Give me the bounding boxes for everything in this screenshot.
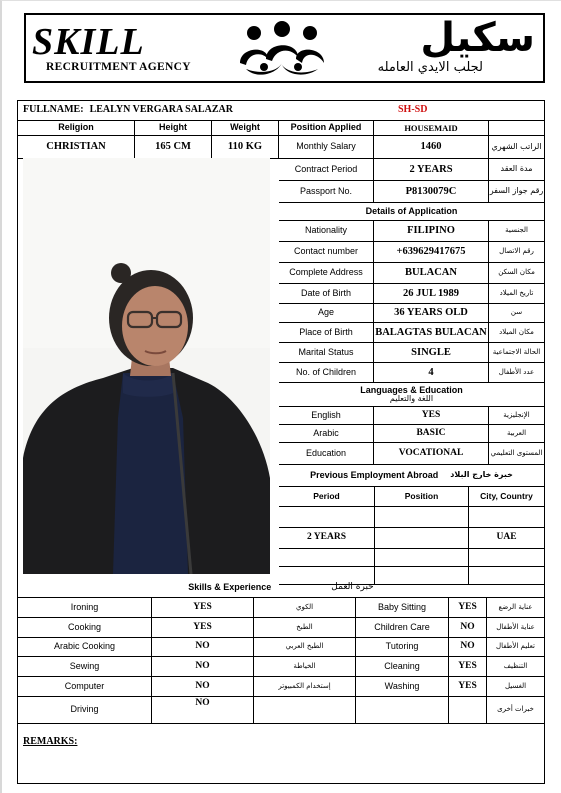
skill-skill1: Cooking bbox=[18, 618, 152, 638]
contract-value: 1460 bbox=[374, 136, 489, 159]
skill-value1: NO bbox=[152, 657, 254, 677]
fullname-label: FULLNAME: bbox=[23, 104, 84, 116]
skill-skill1: Driving bbox=[18, 697, 152, 724]
employment-country: UAE bbox=[469, 528, 544, 549]
language-label: Arabic bbox=[279, 425, 374, 443]
skill-skill2 bbox=[356, 697, 449, 724]
skill-skill1: Ironing bbox=[18, 598, 152, 618]
language-label: Education bbox=[279, 443, 374, 465]
application-label-ar: عدد الأطفال bbox=[489, 363, 544, 383]
contract-label-ar: الراتب الشهري bbox=[489, 136, 544, 159]
contract-value: 2 YEARS bbox=[374, 159, 489, 181]
language-label-ar: العربية bbox=[489, 425, 544, 443]
application-title: Details of Application bbox=[279, 203, 544, 221]
application-label-ar: مكان السكن bbox=[489, 263, 544, 284]
skill-ar1: الكوي bbox=[254, 598, 356, 618]
employment-period bbox=[279, 507, 375, 528]
skill-skill1: Arabic Cooking bbox=[18, 638, 152, 657]
skill-value1: NO bbox=[152, 697, 254, 724]
employment-title-cell bbox=[279, 465, 544, 487]
skill-value2: YES bbox=[449, 657, 487, 677]
employment-position bbox=[375, 528, 469, 549]
skill-ar2: التنظيف bbox=[487, 657, 544, 677]
skill-value2 bbox=[449, 697, 487, 724]
skill-ar1: الطبخ العربي bbox=[254, 638, 356, 657]
language-label-ar: المستوى التعليمي bbox=[489, 443, 544, 465]
skill-ar1: الخياطة bbox=[254, 657, 356, 677]
height-header: Height bbox=[135, 121, 212, 136]
skill-value1: NO bbox=[152, 677, 254, 697]
language-value: BASIC bbox=[374, 425, 489, 443]
employment-header-period: Period bbox=[279, 487, 375, 507]
employment-position bbox=[375, 507, 469, 528]
brand-tagline-en: RECRUITMENT AGENCY bbox=[46, 61, 191, 73]
application-label: No. of Children bbox=[279, 363, 374, 383]
skill-skill2: Washing bbox=[356, 677, 449, 697]
skill-value2: NO bbox=[449, 638, 487, 657]
skill-value2: NO bbox=[449, 618, 487, 638]
contract-value: P8130079C bbox=[374, 181, 489, 203]
application-label: Marital Status bbox=[279, 343, 374, 363]
candidate-code: SH-SD bbox=[398, 104, 428, 116]
skill-ar1: إستخدام الكمبيوتر bbox=[254, 677, 356, 697]
brand-name-ar: سكيل bbox=[420, 15, 535, 61]
application-value: BALAGTAS BULACAN bbox=[374, 323, 489, 343]
height-value: 165 CM bbox=[135, 136, 212, 159]
languages-title: Languages & Education bbox=[360, 384, 463, 395]
contract-label-ar: مدة العقد bbox=[489, 159, 544, 181]
employment-title: Previous Employment Abroad bbox=[310, 469, 439, 480]
skill-ar1 bbox=[254, 697, 356, 724]
fullname-row bbox=[18, 101, 318, 121]
application-label-ar: الجنسية bbox=[489, 221, 544, 242]
application-label-ar: الحالة الاجتماعية bbox=[489, 343, 544, 363]
contract-label: Passport No. bbox=[279, 181, 374, 203]
application-label: Age bbox=[279, 304, 374, 323]
skill-skill1: Computer bbox=[18, 677, 152, 697]
brand-tagline-ar: لجلب الايدي العامله bbox=[377, 60, 483, 75]
skill-ar2: الغسيل bbox=[487, 677, 544, 697]
application-value: FILIPINO bbox=[374, 221, 489, 242]
skills-title-cell bbox=[18, 579, 544, 598]
application-label: Contact number bbox=[279, 242, 374, 263]
application-label-ar: مكان الميلاد bbox=[489, 323, 544, 343]
application-label-ar: رقم الاتصال bbox=[489, 242, 544, 263]
application-label-ar: سن bbox=[489, 304, 544, 323]
position-header: Position Applied bbox=[279, 121, 374, 136]
weight-header: Weight bbox=[212, 121, 279, 136]
language-value: VOCATIONAL bbox=[374, 443, 489, 465]
skill-value2: YES bbox=[449, 598, 487, 618]
skill-skill2: Tutoring bbox=[356, 638, 449, 657]
application-label: Date of Birth bbox=[279, 284, 374, 304]
candidate-photo bbox=[23, 158, 270, 574]
position-ar-empty bbox=[489, 121, 544, 136]
employment-position bbox=[375, 549, 469, 567]
candidate-code-cell bbox=[318, 101, 544, 121]
employment-title-ar: خبرة خارج البلاد bbox=[450, 470, 513, 480]
skills-title: Skills & Experience bbox=[188, 582, 272, 593]
skill-skill2: Children Care bbox=[356, 618, 449, 638]
religion-header: Religion bbox=[18, 121, 135, 136]
skill-skill2: Baby Sitting bbox=[356, 598, 449, 618]
languages-title-cell bbox=[279, 383, 544, 407]
employment-header-country: City, Country bbox=[469, 487, 544, 507]
employment-country bbox=[469, 507, 544, 528]
application-value: 4 bbox=[374, 363, 489, 383]
skill-skill2: Cleaning bbox=[356, 657, 449, 677]
remarks-label: REMARKS: bbox=[23, 736, 78, 747]
people-logo-icon bbox=[232, 19, 332, 79]
language-label: English bbox=[279, 407, 374, 425]
contract-label: Contract Period bbox=[279, 159, 374, 181]
religion-value: CHRISTIAN bbox=[18, 136, 135, 159]
application-value: 26 JUL 1989 bbox=[374, 284, 489, 304]
weight-value: 110 KG bbox=[212, 136, 279, 159]
application-value: 36 YEARS OLD bbox=[374, 304, 489, 323]
skill-value1: YES bbox=[152, 618, 254, 638]
brand-name-en: SKILL bbox=[32, 21, 145, 63]
skill-value1: YES bbox=[152, 598, 254, 618]
language-value: YES bbox=[374, 407, 489, 425]
application-label: Place of Birth bbox=[279, 323, 374, 343]
skill-ar2: عناية الأطفال bbox=[487, 618, 544, 638]
application-label: Complete Address bbox=[279, 263, 374, 284]
skill-value1: NO bbox=[152, 638, 254, 657]
skill-ar1: الطبخ bbox=[254, 618, 356, 638]
languages-title-ar: اللغة والتعليم bbox=[389, 394, 434, 404]
application-label: Nationality bbox=[279, 221, 374, 242]
skill-skill1: Sewing bbox=[18, 657, 152, 677]
language-label-ar: الإنجليزية bbox=[489, 407, 544, 425]
fullname-value: LEALYN VERGARA SALAZAR bbox=[89, 104, 233, 116]
skill-ar2: عناية الرضع bbox=[487, 598, 544, 618]
contract-label-ar: رقم جواز السفر bbox=[489, 181, 544, 203]
application-label-ar: تاريخ الميلاد bbox=[489, 284, 544, 304]
skill-ar2: خبرات أخرى bbox=[487, 697, 544, 724]
application-value: BULACAN bbox=[374, 263, 489, 284]
application-value: SINGLE bbox=[374, 343, 489, 363]
skills-title-ar: خبرة العمل bbox=[331, 582, 374, 593]
contract-label: Monthly Salary bbox=[279, 136, 374, 159]
employment-period: 2 YEARS bbox=[279, 528, 375, 549]
portrait-image bbox=[23, 158, 270, 574]
employment-country bbox=[469, 549, 544, 567]
skill-value2: YES bbox=[449, 677, 487, 697]
remarks-section bbox=[18, 725, 544, 783]
position-value: HOUSEMAID bbox=[374, 121, 489, 136]
employment-header-position: Position bbox=[375, 487, 469, 507]
employment-period bbox=[279, 549, 375, 567]
agency-header bbox=[24, 13, 545, 83]
application-value: +639629417675 bbox=[374, 242, 489, 263]
skill-ar2: تعليم الأطفال bbox=[487, 638, 544, 657]
